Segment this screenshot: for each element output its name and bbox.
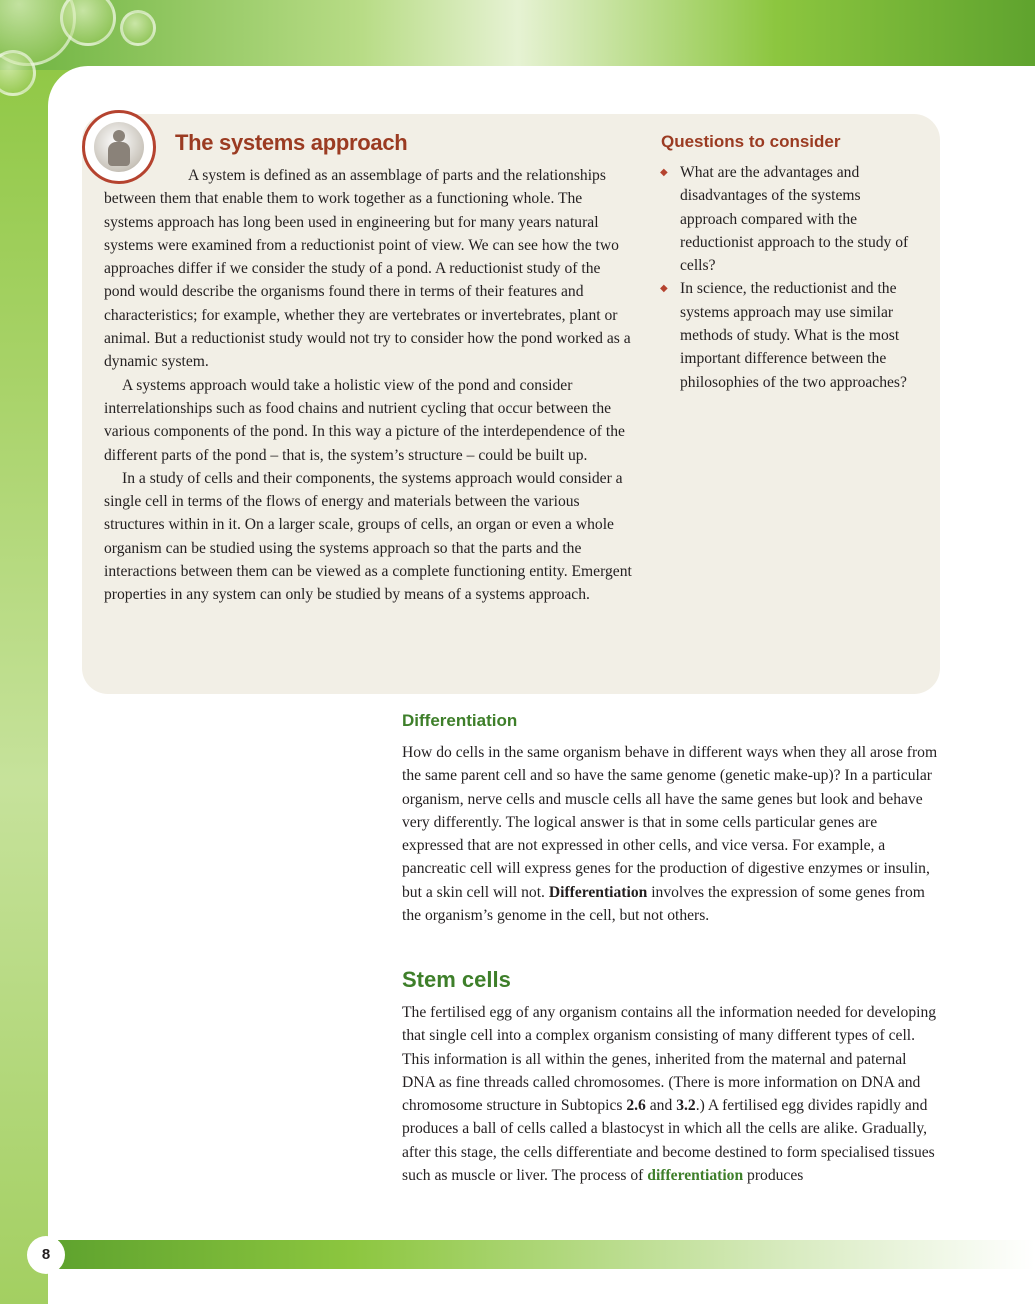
diamond-bullet-icon: ◆ bbox=[660, 283, 668, 295]
systems-paragraph-1: A system is defined as an assemblage of parts and the relationships between them that enable them to work together as a functioning whole. The systems approach has long been used in engineering but for many years natural systems were examined from a reductionist point of view. We can see how the two approaches differ if we consider the study of a pond. A reductionist study of the pond would describe the organisms found there in terms of their features and characteristics; for example, whether they are vertebrates or invertebrates, plant or animal. But a reductionist study would not try to consider how the pond worked as a dynamic system. bbox=[104, 167, 631, 371]
stem-cells-heading: Stem cells bbox=[402, 967, 511, 992]
top-decorative-band bbox=[0, 0, 1035, 70]
footer-bar bbox=[58, 1240, 1035, 1269]
key-term: Differentiation bbox=[548, 883, 648, 901]
systems-approach-heading: The systems approach bbox=[175, 130, 408, 155]
subtopic-reference: 2.6 bbox=[626, 1097, 646, 1115]
stem-text: produces bbox=[747, 1167, 804, 1185]
differentiation-paragraph bbox=[402, 741, 942, 927]
key-term: differentiation bbox=[647, 1167, 744, 1185]
list-item bbox=[660, 161, 920, 277]
stem-text: .) A fertilised egg divides rapidly and produces a ball of cells called a blastocyst in which all the cells are alike. Gradually, after this stage, the cells differentiate and become destined to form specialised tissues such as muscle or liver. The process of bbox=[402, 1097, 935, 1185]
systems-paragraph-3: In a study of cells and their components, the systems approach would consider a single cell in terms of the flows of energy and materials between the various structures within in it. On a larger scale, groups of cells, an organ or even a whole organism can be studied using the systems approach so that the parts and the interactions between them can be viewed as a complete functioning entity. Emergent properties in any system can only be studied by means of a systems approach. bbox=[104, 469, 632, 604]
list-item bbox=[660, 277, 920, 393]
stem-cells-paragraph bbox=[402, 1001, 942, 1187]
questions-list bbox=[660, 161, 920, 394]
differentiation-text: How do cells in the same organism behave in different ways when they all arose from the same parent cell and so have the same genome (genetic make-up)? In a particular organism, nerve cells and muscle cells all have the same genes but look and behave very differently. The logical answer is that in some cells particular genes are expressed that are not expressed in other cells, and vice versa. For example, a pancreatic cell will express genes for the production of digestive enzymes or insulin, but a skin cell will not. bbox=[402, 744, 938, 901]
systems-approach-text bbox=[104, 164, 632, 607]
question-text: What are the advantages and disadvantages of the systems approach compared with the reductionist approach to the study of cells? bbox=[680, 164, 909, 275]
page-number: 8 bbox=[27, 1236, 65, 1274]
differentiation-text: involves the expression of some genes from the organism’s genome in the cell, but not others. bbox=[402, 883, 925, 925]
differentiation-heading: Differentiation bbox=[402, 711, 518, 730]
diamond-bullet-icon: ◆ bbox=[660, 167, 668, 178]
stem-text: and bbox=[649, 1097, 673, 1115]
questions-heading: Questions to consider bbox=[661, 132, 841, 151]
stem-text: The fertilised egg of any organism contains all the information needed for developing that single cell into a complex organism consisting of many different types of cell. This information is all within the genes, inherited from the maternal and paternal DNA as fine threads called chromosomes. (There is more information on DNA and chromosome structure in Subtopics bbox=[402, 1004, 937, 1115]
question-text: In science, the reductionist and the systems approach may use similar methods of study. What is the most important difference between the philosophies of the two approaches? bbox=[680, 280, 907, 391]
cell-bubble-decoration bbox=[120, 10, 156, 46]
systems-paragraph-2: A systems approach would take a holistic view of the pond and consider interrelationships such as food chains and nutrient cycling that occur between the various components of the pond. In this way a picture of the interdependence of the different parts of the pond – that is, the system’s structure – could be built up. bbox=[104, 376, 625, 464]
subtopic-reference: 3.2 bbox=[676, 1097, 696, 1115]
